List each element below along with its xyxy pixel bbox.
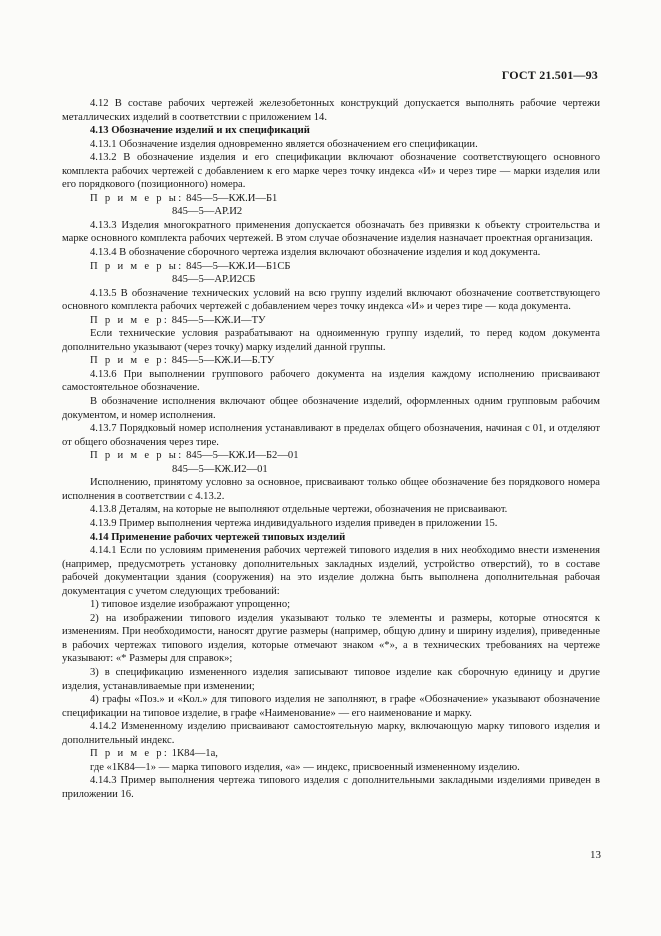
paragraph: 4.13.6 При выполнении группового рабочего документа на изделия каждому исполнению присваивают самостоятельное обозначение. <box>62 368 600 394</box>
paragraph: 4.14.1 Если по условиям применения рабочих чертежей типового изделия в них необходимо внести изменения (например, предусмотреть установку дополнительных закладных изделий, устройство отверстий), то в составе рабочей документации здания (сооружения) на это изделие должна быть выполнена дополнительная рабочая документация с учетом следующих требований: <box>62 545 600 597</box>
example-label: П р и м е р: <box>90 355 170 367</box>
paragraph: 4.14.2 Измененному изделию присваивают самостоятельную марку, включающую марку типового изделия и дополнительный индекс. <box>62 721 600 746</box>
paragraph: 3) в спецификацию измененного изделия записывают типовое изделие как сборочную единицу и другие изделия, устанавливаемые при изменении; <box>62 666 600 692</box>
example-line <box>62 354 600 368</box>
paragraph: 4.12 В составе рабочих чертежей железобетонных конструкций допускается выполнять рабочие чертежи металлических изделий в соответствии с приложением 14. <box>62 98 600 123</box>
example-label: П р и м е р ы: <box>90 192 184 204</box>
example-line <box>62 449 600 463</box>
example-line: 845—5—КЖ.И2—01 <box>172 463 268 475</box>
example-line: 845—5—АР.И2СБ <box>172 274 256 286</box>
example-line <box>62 192 600 206</box>
section-heading: 4.14 Применение рабочих чертежей типовых изделий <box>90 531 346 543</box>
paragraph: где «1К84—1» — марка типового изделия, «а» — индекс, присвоенный измененному изделию. <box>90 761 520 773</box>
paragraph: В обозначение исполнения включают общее обозначение изделий, оформленных одним групповым рабочим документом, и номер исполнения. <box>62 396 600 421</box>
example-value: 845—5—КЖ.И—Б1 <box>183 192 278 204</box>
paragraph: 1) типовое изделие изображают упрощенно; <box>90 599 291 611</box>
document-id: ГОСТ 21.501—93 <box>501 68 598 82</box>
paragraph: 4.13.3 Изделия многократного применения допускается обозначать без привязки к объекту строительства и марке основного комплекта рабочих чертежей. В этом случае обозначение изделия назначает проектная организация. <box>62 219 600 245</box>
example-label: П р и м е р ы: <box>90 450 184 462</box>
paragraph: 4) графы «Поз.» и «Кол.» для типового изделия не заполняют, в графе «Обозначение» указывают обозначение спецификации на типовое изделие, в графе «Наименование» — его наименование и марку. <box>62 694 600 719</box>
example-line <box>62 747 600 761</box>
document-body <box>62 97 600 801</box>
example-line: 845—5—АР.И2 <box>172 206 243 218</box>
page-number: 13 <box>590 849 601 861</box>
paragraph: 4.13.8 Деталям, на которые не выполняют отдельные чертежи, обозначения не присваивают. <box>90 504 508 516</box>
example-line <box>62 260 600 274</box>
paragraph: 4.13.5 В обозначение технических условий на всю группу изделий включают обозначение соответствующего основного комплекта рабочих чертежей с добавлением через точку индекса «И» и через тире — кода документа. <box>62 287 600 313</box>
example-value: 1К84—1а, <box>169 748 218 760</box>
example-value: 845—5—КЖ.И—Б.ТУ <box>169 355 275 367</box>
example-label: П р и м е р: <box>90 748 170 760</box>
example-label: П р и м е р ы: <box>90 260 184 272</box>
section-heading: 4.13 Обозначение изделий и их спецификаций <box>90 125 310 137</box>
paragraph: Исполнению, принятому условно за основное, присваивают только общее обозначение без порядкового номера исполнения в соответствии с 4.13.2. <box>62 477 600 502</box>
example-value: 845—5—КЖ.И—Б2—01 <box>183 450 299 462</box>
paragraph: 4.13.4 В обозначение сборочного чертежа изделия включают обозначение изделия и код документа. <box>90 247 541 259</box>
paragraph: 4.14.3 Пример выполнения чертежа типового изделия с дополнительными закладными изделиями приведен в приложении 16. <box>62 775 600 800</box>
paragraph: 4.13.2 В обозначение изделия и его спецификации включают обозначение соответствующего основного комплекта рабочих чертежей с добавлением к его марке через точку индекса «И» и через тире — марки изделия или его порядкового (позиционного) номера. <box>62 152 600 191</box>
paragraph: Если технические условия разрабатывают на одноименную группу изделий, то перед кодом документа дополнительно указывают (через точку) марку изделий данной группы. <box>62 328 600 353</box>
example-line <box>62 314 600 328</box>
example-value: 845—5—КЖ.И—Б1СБ <box>183 260 291 272</box>
example-label: П р и м е р: <box>90 314 170 326</box>
paragraph: 4.13.1 Обозначение изделия одновременно является обозначением его спецификации. <box>90 138 478 150</box>
paragraph: 4.13.7 Порядковый номер исполнения устанавливают в пределах общего обозначения, начиная с 01, и отделяют от общего обозначения через тире. <box>62 423 600 448</box>
paragraph: 2) на изображении типового изделия указывают только те элементы и размеры, которые относятся к изменениям. При необходимости, наносят другие размеры (например, общую длину и ширину изделия), приведенные в рабочих чертежах типового изделия, которые отмечают знаком «*», а в технических требованиях на чертеже указывают: «* Размеры для справок»; <box>62 612 600 665</box>
paragraph: 4.13.9 Пример выполнения чертежа индивидуального изделия приведен в приложении 15. <box>90 517 498 529</box>
example-value: 845—5—КЖ.И—ТУ <box>169 314 266 326</box>
